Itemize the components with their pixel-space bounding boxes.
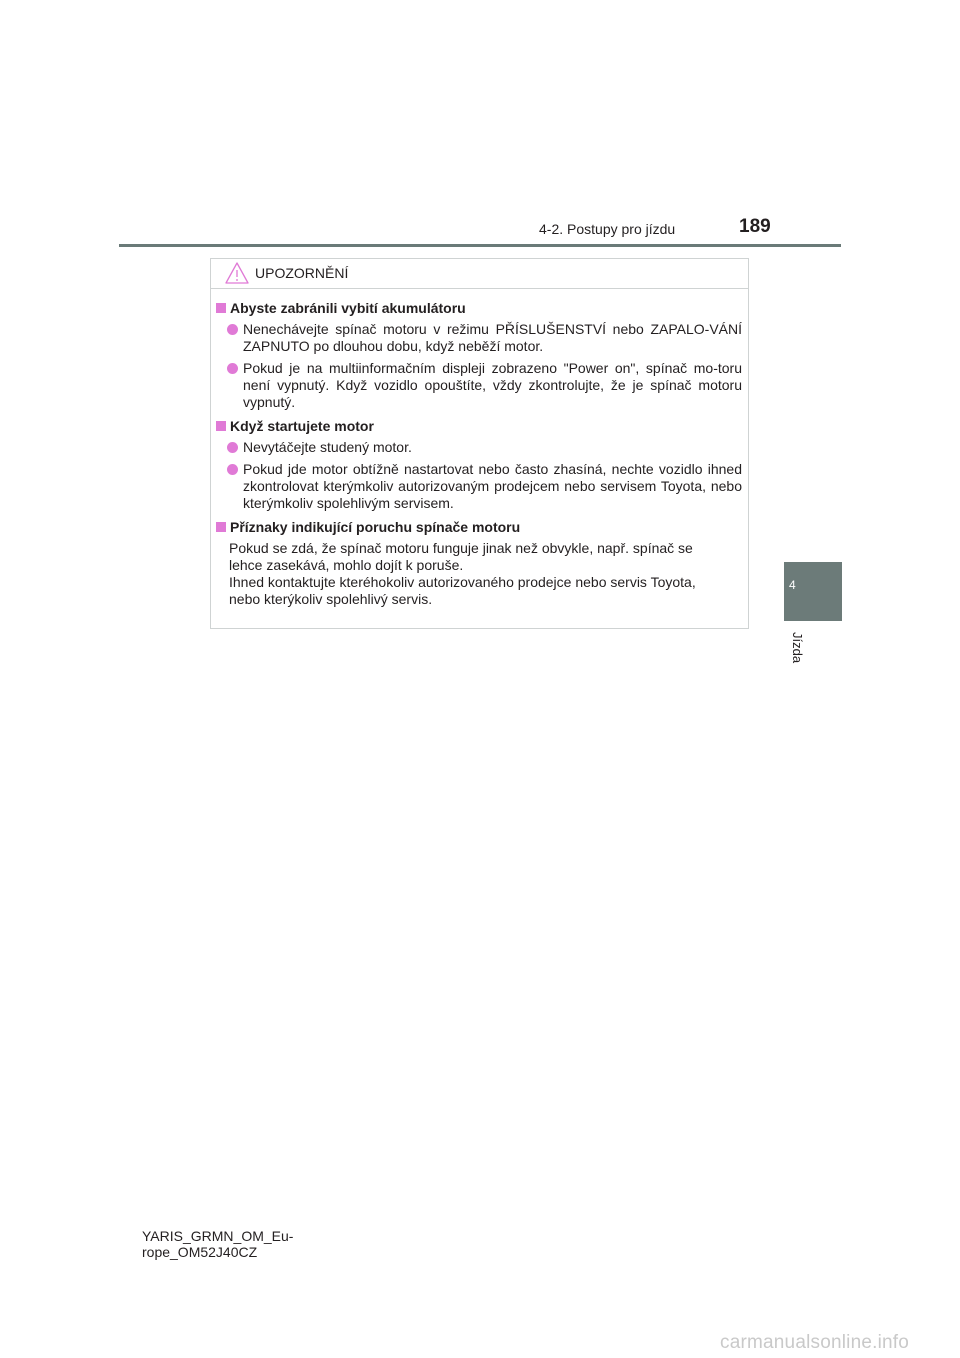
site-watermark: carmanualsonline.info [720, 1332, 910, 1353]
section-heading-text: Příznaky indikující poruchu spínače motoru [230, 519, 521, 535]
round-bullet-icon [227, 324, 238, 335]
list-item [211, 321, 750, 355]
document-code-line: YARIS_GRMN_OM_Eu- [142, 1228, 294, 1244]
document-code-line: rope_OM52J40CZ [142, 1244, 258, 1260]
warning-box [210, 258, 749, 629]
warning-title: UPOZORNĚNÍ [255, 265, 349, 281]
section-heading [211, 519, 750, 536]
header-rule [119, 244, 841, 247]
warning-body [211, 300, 750, 608]
list-item [211, 360, 750, 411]
warning-section-starting [211, 418, 750, 512]
paragraph-line: Ihned kontaktujte kteréhokoliv autorizovaného prodejce nebo servis Toyota, [229, 574, 696, 590]
section-heading-text: Abyste zabránili vybití akumulátoru [230, 300, 466, 316]
list-item-text: Pokud je na multiinformačním displeji zobrazeno "Power on", spínač mo-toru není vypnutý. Když vozidlo opouštíte, vždy zkontrolujte, že je spínač motoru vypnutý. [243, 360, 742, 410]
paragraph-line: Pokud se zdá, že spínač motoru funguje jinak než obvykle, např. spínač se [229, 540, 693, 556]
list-item-text: Pokud jde motor obtížně nastartovat nebo často zhasíná, nechte vozidlo ihned zkontrolovat kterýmkoliv autorizovaným prodejcem nebo servisem Toyota, nebo kterýmkoliv spolehlivým servisem. [243, 461, 742, 511]
document-code [142, 1228, 293, 1260]
warning-header [211, 259, 748, 289]
section-heading [211, 418, 750, 435]
section-heading-text: Když startujete motor [230, 418, 374, 434]
warning-section-battery [211, 300, 750, 411]
round-bullet-icon [227, 464, 238, 475]
round-bullet-icon [227, 442, 238, 453]
chapter-tab-number: 4 [789, 578, 796, 592]
chapter-tab-label: Jízda [790, 632, 805, 664]
page-number: 189 [739, 216, 771, 237]
paragraph-line: lehce zasekává, mohlo dojít k poruše. [229, 557, 464, 573]
warning-triangle-icon [224, 261, 250, 285]
warning-section-malfunction [211, 519, 750, 608]
list-item [211, 439, 750, 456]
section-heading [211, 300, 750, 317]
square-bullet-icon [216, 303, 226, 313]
list-item-text: Nevytáčejte studený motor. [243, 439, 412, 455]
square-bullet-icon [216, 522, 226, 532]
paragraph-line: nebo kterýkoliv spolehlivý servis. [229, 591, 433, 607]
list-item [211, 461, 750, 512]
square-bullet-icon [216, 421, 226, 431]
section-paragraph [211, 540, 750, 608]
page-header-section: 4-2. Postupy pro jízdu [539, 221, 676, 237]
round-bullet-icon [227, 363, 238, 374]
list-item-text: Nenechávejte spínač motoru v režimu PŘÍSLUŠENSTVÍ nebo ZAPALO-VÁNÍ ZAPNUTO po dlouhou dobu, když neběží motor. [243, 321, 742, 354]
